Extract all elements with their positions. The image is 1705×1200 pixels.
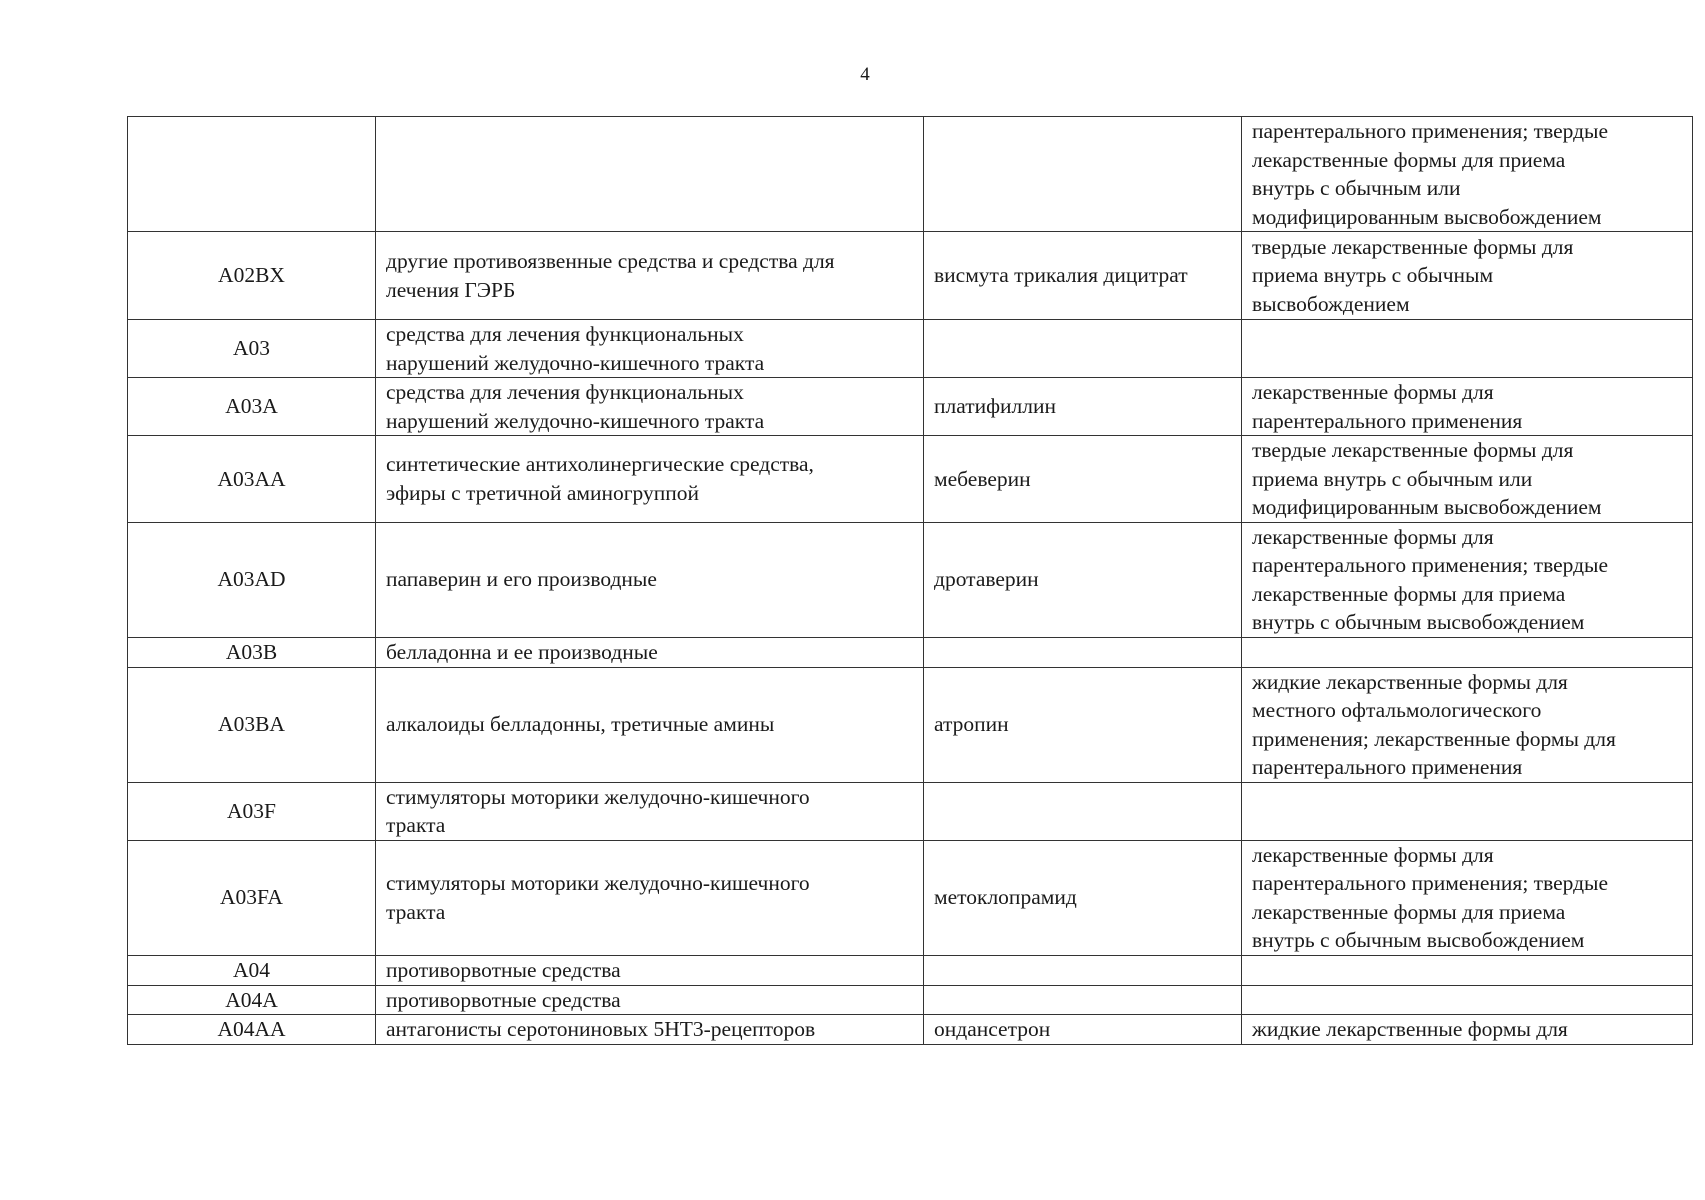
table-row [128, 522, 1693, 637]
dosage-form-cell: лекарственные формы для парентерального применения; твердые лекарственные формы для приема внутрь с обычным высвобождением [1242, 840, 1693, 955]
dosage-form-cell: твердые лекарственные формы для приема внутрь с обычным высвобождением [1242, 232, 1693, 320]
table-row [128, 955, 1693, 985]
dosage-form-cell [1242, 637, 1693, 667]
page-number: 4 [860, 64, 870, 85]
dosage-form-cell: твердые лекарственные формы для приема внутрь с обычным или модифицированным высвобождением [1242, 436, 1693, 523]
dosage-form-cell [1242, 985, 1693, 1015]
atc-code-cell: A03F [128, 782, 376, 840]
drug-name-cell: платифиллин [924, 378, 1242, 436]
group-name-cell: другие противоязвенные средства и средства для лечения ГЭРБ [376, 232, 924, 320]
dosage-form-cell [1242, 320, 1693, 378]
table-row [128, 117, 1693, 232]
group-name-cell: противорвотные средства [376, 955, 924, 985]
atc-code-cell: A03 [128, 320, 376, 378]
drug-name-cell: атропин [924, 667, 1242, 782]
drug-name-cell: метоклопрамид [924, 840, 1242, 955]
table-row [128, 637, 1693, 667]
atc-code-cell: A03B [128, 637, 376, 667]
group-name-cell: папаверин и его производные [376, 522, 924, 637]
drug-name-cell: дротаверин [924, 522, 1242, 637]
dosage-form-cell: парентерального применения; твердые лекарственные формы для приема внутрь с обычным или модифицированным высвобождением [1242, 117, 1693, 232]
group-name-cell: белладонна и ее производные [376, 637, 924, 667]
drug-name-cell [924, 320, 1242, 378]
table-row [128, 667, 1693, 782]
dosage-form-cell [1242, 955, 1693, 985]
atc-code-cell: A03BA [128, 667, 376, 782]
dosage-form-cell: лекарственные формы для парентерального применения; твердые лекарственные формы для приема внутрь с обычным высвобождением [1242, 522, 1693, 637]
atc-code-cell: A03FA [128, 840, 376, 955]
atc-code-cell: A03AA [128, 436, 376, 523]
group-name-cell: противорвотные средства [376, 985, 924, 1015]
table-row [128, 436, 1693, 523]
atc-code-cell: A02BX [128, 232, 376, 320]
drug-name-cell: мебеверин [924, 436, 1242, 523]
dosage-form-cell: жидкие лекарственные формы для [1242, 1015, 1693, 1045]
table-row [128, 840, 1693, 955]
group-name-cell [376, 117, 924, 232]
drug-name-cell [924, 782, 1242, 840]
drug-name-cell [924, 117, 1242, 232]
dosage-form-cell: жидкие лекарственные формы для местного офтальмологического применения; лекарственные формы для парентерального применения [1242, 667, 1693, 782]
group-name-cell: средства для лечения функциональных нарушений желудочно-кишечного тракта [376, 320, 924, 378]
group-name-cell: антагонисты серотониновых 5HT3-рецепторов [376, 1015, 924, 1045]
dosage-form-cell: лекарственные формы для парентерального применения [1242, 378, 1693, 436]
atc-code-cell: A04 [128, 955, 376, 985]
table-row [128, 320, 1693, 378]
table-row [128, 1015, 1693, 1045]
table-row [128, 782, 1693, 840]
dosage-form-cell [1242, 782, 1693, 840]
group-name-cell: стимуляторы моторики желудочно-кишечного тракта [376, 840, 924, 955]
drug-name-cell [924, 985, 1242, 1015]
drug-name-cell [924, 637, 1242, 667]
atc-code-cell: A03AD [128, 522, 376, 637]
table-row [128, 378, 1693, 436]
group-name-cell: стимуляторы моторики желудочно-кишечного тракта [376, 782, 924, 840]
table-row [128, 232, 1693, 320]
group-name-cell: средства для лечения функциональных нарушений желудочно-кишечного тракта [376, 378, 924, 436]
atc-code-cell: A03A [128, 378, 376, 436]
drug-name-cell [924, 955, 1242, 985]
drug-name-cell: висмута трикалия дицитрат [924, 232, 1242, 320]
drug-table [127, 116, 1693, 1045]
table-row [128, 985, 1693, 1015]
atc-code-cell: A04A [128, 985, 376, 1015]
drug-name-cell: ондансетрон [924, 1015, 1242, 1045]
group-name-cell: синтетические антихолинергические средства, эфиры с третичной аминогруппой [376, 436, 924, 523]
atc-code-cell [128, 117, 376, 232]
group-name-cell: алкалоиды белладонны, третичные амины [376, 667, 924, 782]
atc-code-cell: A04AA [128, 1015, 376, 1045]
